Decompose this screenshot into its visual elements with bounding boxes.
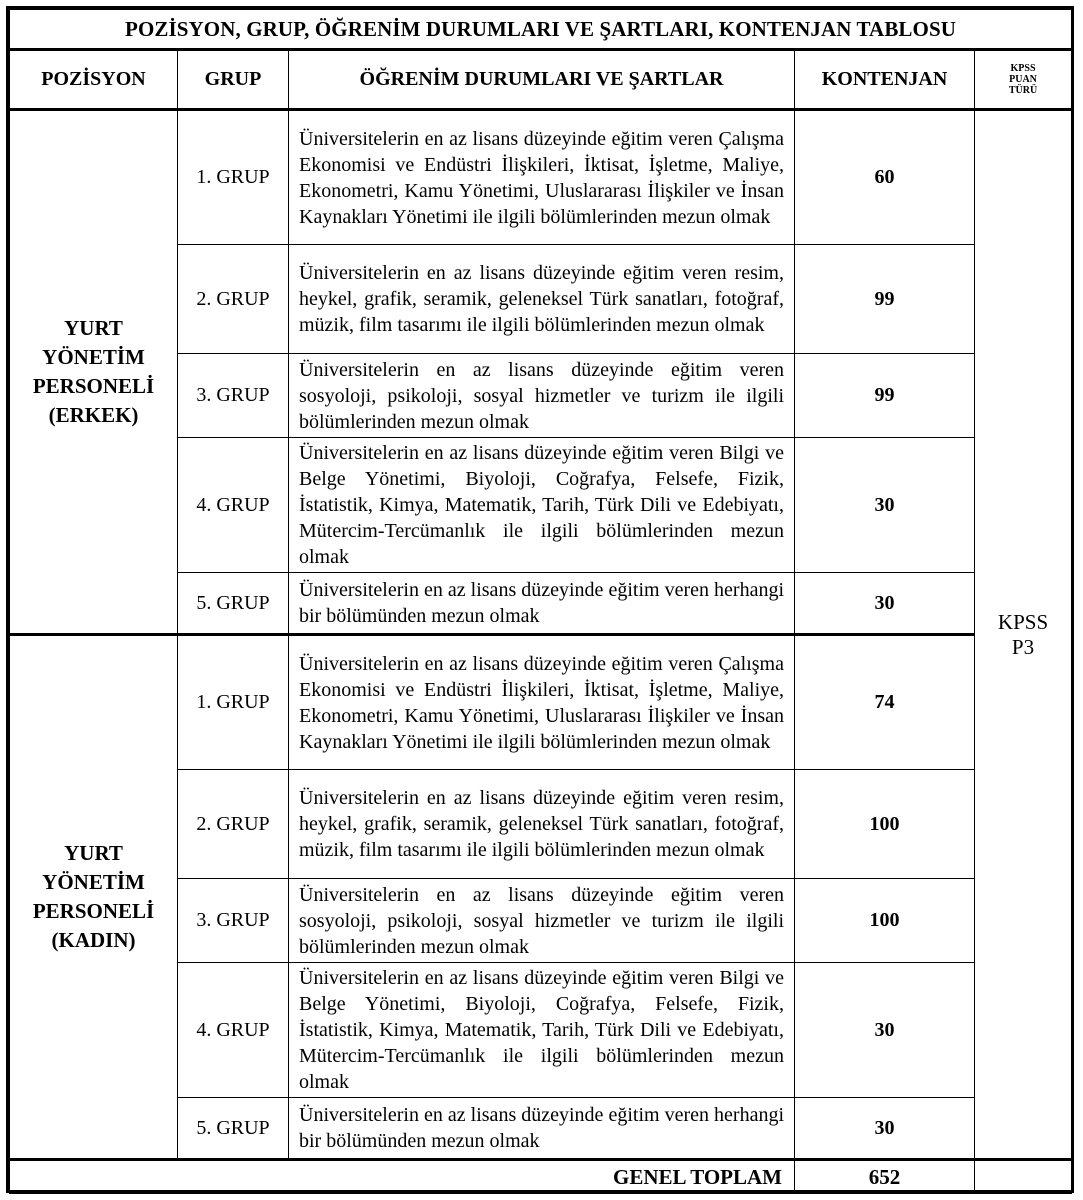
- description-cell: Üniversitelerin en az lisans düzeyinde eğitim veren resim, heykel, grafik, seramik, geleneksel Türk sanatları, fotoğraf, müzik, film tasarımı ile ilgili bölümlerinden mezun olmak: [289, 245, 795, 354]
- position-line: YÖNETİM: [42, 345, 145, 369]
- table-title: POZİSYON, GRUP, ÖĞRENİM DURUMLARI VE ŞARTLARI, KONTENJAN TABLOSU: [10, 10, 1072, 50]
- table-row: [10, 110, 1072, 245]
- kpss-type-cell: [975, 110, 1072, 1160]
- group-cell: 2. GRUP: [178, 245, 289, 354]
- position-line: PERSONELİ: [32, 899, 155, 923]
- description-cell: Üniversitelerin en az lisans düzeyinde eğitim veren sosyoloji, psikoloji, sosyal hizmetler ve turizm ile ilgili bölümlerinden mezun olmak: [289, 354, 795, 438]
- header-education: ÖĞRENİM DURUMLARI VE ŞARTLAR: [289, 50, 795, 110]
- header-kpss-line1: KPSS: [1010, 63, 1036, 74]
- header-group: GRUP: [178, 50, 289, 110]
- header-kpss-score-type: [975, 50, 1072, 110]
- description-cell: Üniversitelerin en az lisans düzeyinde eğitim veren sosyoloji, psikoloji, sosyal hizmetler ve turizm ile ilgili bölümlerinden mezun olmak: [289, 879, 795, 963]
- quota-cell: 74: [795, 635, 975, 770]
- group-cell: 3. GRUP: [178, 879, 289, 963]
- kpss-type-line1: KPSS: [997, 609, 1049, 634]
- quota-table: [9, 9, 1072, 1194]
- header-quota: KONTENJAN: [795, 50, 975, 110]
- position-line: YURT: [64, 841, 123, 865]
- description-cell: Üniversitelerin en az lisans düzeyinde eğitim veren Çalışma Ekonomisi ve Endüstri İlişkileri, İktisat, İşletme, Maliye, Ekonometri, Kamu Yönetimi, Uluslararası İlişkiler ve İnsan Kaynakları Yönetimi ile ilgili bölümlerinden mezun olmak: [289, 110, 795, 245]
- group-cell: 3. GRUP: [178, 354, 289, 438]
- description-cell: Üniversitelerin en az lisans düzeyinde eğitim veren herhangi bir bölümünden mezun olmak: [289, 1098, 795, 1160]
- position-line: YÖNETİM: [42, 870, 145, 894]
- description-cell: Üniversitelerin en az lisans düzeyinde eğitim veren Bilgi ve Belge Yönetimi, Biyoloji, Coğrafya, Felsefe, Fizik, İstatistik, Kimya, Matematik, Tarih, Türk Dili ve Edebiyatı, Mütercim-Tercümanlık ile ilgili bölümlerinden mezun olmak: [289, 963, 795, 1098]
- quota-table-frame: [6, 6, 1074, 1193]
- group-cell: 4. GRUP: [178, 438, 289, 573]
- quota-cell: 30: [795, 573, 975, 635]
- position-cell-male: [10, 110, 178, 635]
- total-row: [10, 1160, 1072, 1194]
- position-cell-female: [10, 635, 178, 1160]
- quota-cell: 100: [795, 879, 975, 963]
- group-cell: 2. GRUP: [178, 770, 289, 879]
- group-cell: 1. GRUP: [178, 635, 289, 770]
- kpss-type-line2: P3: [1011, 634, 1035, 659]
- header-row: [10, 50, 1072, 110]
- table-row: [10, 635, 1072, 770]
- quota-cell: 100: [795, 770, 975, 879]
- quota-cell: 30: [795, 963, 975, 1098]
- total-empty-cell: [975, 1160, 1072, 1194]
- group-cell: 4. GRUP: [178, 963, 289, 1098]
- description-cell: Üniversitelerin en az lisans düzeyinde eğitim veren herhangi bir bölümünden mezun olmak: [289, 573, 795, 635]
- header-kpss-line2: PUAN: [1009, 74, 1037, 85]
- description-cell: Üniversitelerin en az lisans düzeyinde eğitim veren resim, heykel, grafik, seramik, geleneksel Türk sanatları, fotoğraf, müzik, film tasarımı ile ilgili bölümlerinden mezun olmak: [289, 770, 795, 879]
- total-label: GENEL TOPLAM: [10, 1160, 795, 1194]
- description-cell: Üniversitelerin en az lisans düzeyinde eğitim veren Bilgi ve Belge Yönetimi, Biyoloji, Coğrafya, Felsefe, Fizik, İstatistik, Kimya, Matematik, Tarih, Türk Dili ve Edebiyatı, Mütercim-Tercümanlık ile ilgili bölümlerinden mezun olmak: [289, 438, 795, 573]
- group-cell: 1. GRUP: [178, 110, 289, 245]
- group-cell: 5. GRUP: [178, 1098, 289, 1160]
- quota-cell: 99: [795, 245, 975, 354]
- header-kpss-line3: TÜRÜ: [1008, 85, 1038, 96]
- quota-cell: 60: [795, 110, 975, 245]
- position-line: YURT: [64, 316, 123, 340]
- header-position: POZİSYON: [10, 50, 178, 110]
- description-cell: Üniversitelerin en az lisans düzeyinde eğitim veren Çalışma Ekonomisi ve Endüstri İlişkileri, İktisat, İşletme, Maliye, Ekonometri, Kamu Yönetimi, Uluslararası İlişkiler ve İnsan Kaynakları Yönetimi ile ilgili bölümlerinden mezun olmak: [289, 635, 795, 770]
- group-cell: 5. GRUP: [178, 573, 289, 635]
- position-line: PERSONELİ: [32, 374, 155, 398]
- quota-cell: 30: [795, 438, 975, 573]
- total-value: 652: [795, 1160, 975, 1194]
- position-line: (ERKEK): [48, 403, 139, 427]
- quota-cell: 30: [795, 1098, 975, 1160]
- quota-cell: 99: [795, 354, 975, 438]
- position-line: (KADIN): [51, 928, 136, 952]
- title-row: [10, 10, 1072, 50]
